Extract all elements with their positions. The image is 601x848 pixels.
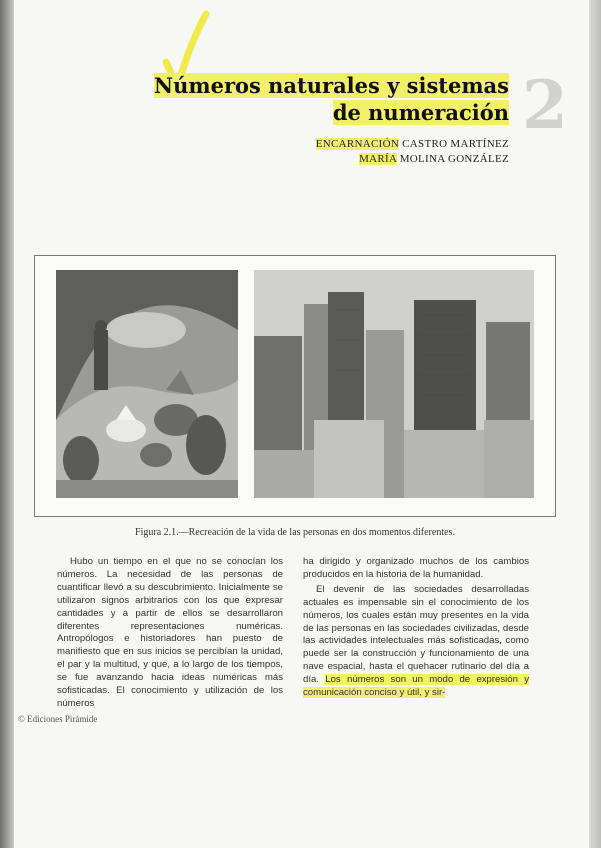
page-footer-publisher: © Ediciones Pirámide [18, 714, 98, 724]
paragraph-1-continued: ha dirigido y organizado muchos de los cambios producidos en la historia de la humanidad. [303, 556, 529, 580]
chapter-authors [316, 137, 509, 167]
chapter-title [154, 72, 509, 126]
highlighted-sentence: Los números son un modo de expresión y comunicación conciso y útil, y sir- [303, 674, 530, 699]
author-2: MARÍA MOLINA GONZÁLEZ [359, 153, 509, 165]
figure-caption: Figura 2.1.—Recreación de la vida de las personas en dos momentos diferentes. [135, 527, 455, 538]
paragraph-2: El devenir de las sociedades desarrolladas actuales es impensable sin el conocimiento de los números, los cuales están muy presentes en la vida de las personas en las sociedades civilizadas, desde las actividades intelectuales más sofisticadas, como puede ser la construcción y funcionamiento de una nave espacial, hasta el quehacer rutinario del día a día. Los números son un modo de expresión y comunicación conciso y útil, y sir- [303, 583, 530, 699]
chapter-title-line2: de numeración [332, 100, 509, 125]
city-skyline-image [254, 270, 534, 498]
chapter-title-line1: Números naturales y sistemas [153, 73, 509, 98]
author-1: ENCARNACIÓN CASTRO MARTÍNEZ [315, 138, 509, 150]
body-column-left [57, 556, 283, 711]
cave-scene-image [56, 270, 238, 498]
book-gutter-shadow [0, 0, 14, 848]
chapter-number: 2 [522, 66, 568, 144]
body-column-right [303, 556, 529, 700]
page-edge [589, 0, 601, 848]
figure-2-1 [34, 255, 556, 517]
paragraph-1: Hubo un tiempo en el que no se conocían los números. La necesidad de las personas de cuantificar llevó a su descubrimiento. Inicialmente se utilizaron signos arbitrarios con los que expresar cantidades y a partir de ellos se desarrollaron diferentes representaciones numéricas. Antropólogos e historiadores han puesto de manifiesto que en sus inicios se percibían la unidad, el par y la multitud, y que, a lo largo de los tiempos, se fue avanzando hacia ideas numéricas más sofisticadas. El conocimiento y utilización de los números [57, 556, 283, 709]
